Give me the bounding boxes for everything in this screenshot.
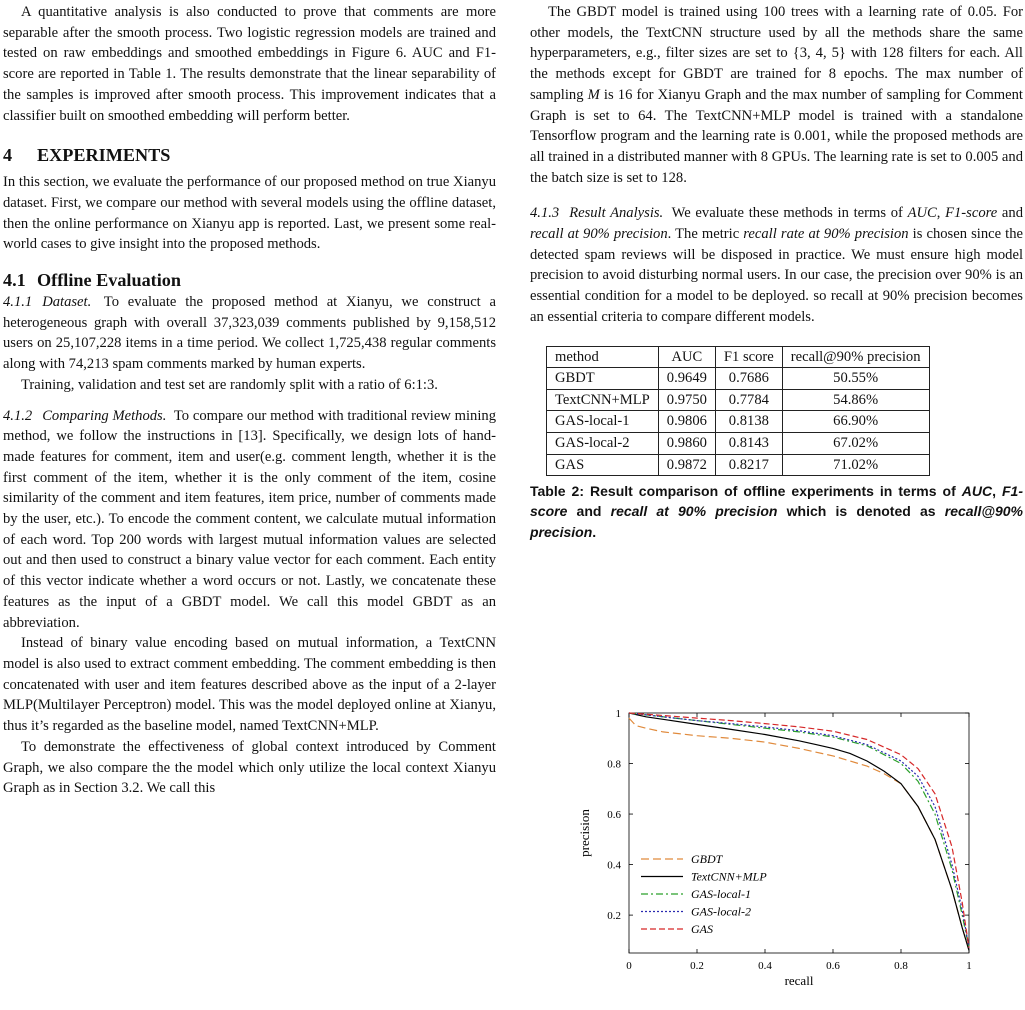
comparing-methods-text: To compare our method with traditional review mining method, we follow the instructions in [13]. Specifically, we design lots of hand-made features for comment, item and user(e.g. comment length, whether it is the first comment of the item, whether it is the only comment of the item, cosine similarity of the comment and item features, item price, number of comments made by the user, etc.). To encode the comment content, we calculate mutual information of each word. Top 200 words with largest mutual information values are selected out and then used to construct a binary value vector for each comment. Each entity of this vector indicate whether a word occurs or not. Lastly, we concatenate these features as the input of a GBDT model. We call this model GBDT as an abbreviation. (3, 407, 497, 631)
legend-label: GAS (691, 922, 713, 936)
section-heading-experiments (3, 143, 496, 167)
section-title: EXPERIMENTS (37, 145, 171, 166)
table-cell: 66.90% (782, 411, 929, 433)
paragraph-result-analysis (530, 203, 1023, 327)
table-cell: 0.9750 (658, 389, 715, 411)
table-cell: 71.02% (782, 454, 929, 476)
math-symbol-m: M (587, 86, 600, 103)
caption-text-1: Table 2: Result comparison of offline experiments in terms of (530, 483, 962, 500)
series-line-gbdt (629, 718, 969, 950)
caption-text-5: . (592, 523, 597, 540)
runin-heading-result-analysis (530, 205, 667, 221)
legend-label: GAS-local-2 (691, 904, 751, 919)
table-header-cell: recall@90% precision (782, 346, 929, 368)
paragraph-global-context: To demonstrate the effectiveness of global context introduced by Comment Graph, we also compare the the model which only utilize the local context Xianyu Graph as in Section 3.2. We call this (3, 738, 496, 797)
x-tick-label: 0.4 (758, 960, 772, 972)
caption-italic-f1: F1-score (530, 483, 1023, 520)
caption-italic-auc: AUC (961, 483, 993, 500)
table-cell: 0.9860 (658, 432, 715, 454)
result-text-3: and (997, 205, 1023, 222)
result-text-1: We evaluate these methods in terms of (671, 205, 908, 222)
table-cell: TextCNN+MLP (547, 389, 659, 411)
table-row (547, 368, 930, 390)
y-tick-label: 0.4 (607, 859, 621, 872)
caption-text-4: which is denoted as (777, 503, 945, 520)
caption-text-3: and (567, 503, 611, 520)
hyper-text-b: is 16 for Xianyu Graph and the max number of sampling for Comment Graph is set to 64. The TextCNN+MLP model is trained with a standalone Tensorflow program and the learning rate is 0.001, while the proposed methods are all trained in a distributed manner with 8 GPUs. The learning rate is set to 0.005 and the batch size is set to 128. (530, 86, 1023, 186)
table-cell: 0.9872 (658, 454, 715, 476)
x-tick-label: 0.8 (894, 960, 908, 972)
paragraph-smoothness-analysis: A quantitative analysis is also conducted to prove that comments are more separable after the smooth process. Two logistic regression models are trained and tested on raw embeddings and smoothed embeddings in Figure 6. AUC and F1-score are reported in Table 1. The results demonstrate that the linear separability of the samples is improved after smooth process. This improvement indicates that a classifier built on smoothed embedding will perform better. (3, 4, 496, 124)
x-tick-label: 0 (626, 960, 632, 972)
table-cell: 0.9649 (658, 368, 715, 390)
section-number: 4 (3, 145, 13, 166)
precision-recall-chart (575, 705, 995, 995)
paragraph-textcnn: Instead of binary value encoding based on mutual information, a TextCNN model is also used to extract comment embedding. The comment embedding is then concatenated with user and item features described above as the input of a 2-layer MLP(Multilayer Perceptron) model. This was the model deployed online at Xianyu, thus it’s regarded as the baseline model, named TextCNN+MLP. (3, 635, 496, 735)
table-cell: GAS (547, 454, 659, 476)
runin-label: Dataset. (42, 294, 92, 311)
legend-label: TextCNN+MLP (691, 869, 767, 884)
table-cell: 0.8138 (715, 411, 782, 433)
table-cell: GAS-local-1 (547, 411, 659, 433)
x-tick-label: 1 (966, 960, 972, 972)
results-table (546, 346, 930, 477)
subsection-number: 4.1 (3, 270, 26, 291)
table-row (547, 411, 930, 433)
y-tick-label: 1 (615, 708, 621, 720)
table-cell: 0.8143 (715, 432, 782, 454)
runin-label: Comparing Methods. (42, 407, 167, 424)
runin-heading-comparing-methods (3, 408, 170, 424)
table-header-cell: method (547, 346, 659, 368)
table-caption (530, 481, 1023, 542)
tick-group (607, 708, 972, 972)
caption-italic-recall: recall at 90% precision (610, 503, 778, 520)
table-row (547, 389, 930, 411)
y-tick-label: 0.6 (607, 809, 621, 822)
paragraph-dataset (3, 292, 496, 375)
paragraph-experiments-intro: In this section, we evaluate the performance of our proposed method on true Xianyu dataset. First, we compare our method with several models using the offline dataset, then the online performance on Xianyu app is reported. Last, we present some real-world cases to give insight into the proposed methods. (3, 174, 496, 253)
paragraph-hyperparameters (530, 2, 1023, 188)
result-text-5: is chosen since the detected spam reviews will be disposed in practice. We must ensure high model precision to avoid disturbing normal users. In our case, the precision over 90% is an essential condition for a model to be deployed. so recall at 90% precision becomes an essential criteria to compare different models. (530, 226, 1024, 325)
result-italic-recall: recall at 90% precision (530, 226, 668, 243)
table-cell: GBDT (547, 368, 659, 390)
result-text-4: . The metric (667, 226, 744, 243)
y-tick-label: 0.8 (607, 758, 621, 771)
x-tick-label: 0.2 (690, 960, 704, 972)
table-cell: 0.8217 (715, 454, 782, 476)
table-row (547, 454, 930, 476)
runin-label: Result Analysis. (569, 205, 664, 222)
table-header-row (547, 346, 930, 368)
runin-number: 4.1.1 (3, 294, 33, 311)
table-header-cell: F1 score (715, 346, 782, 368)
right-column (530, 0, 1023, 542)
result-italic-auc: AUC (907, 205, 937, 222)
table-cell: GAS-local-2 (547, 432, 659, 454)
dataset-text: To evaluate the proposed method at Xianyu, we construct a heterogeneous graph with overall 37,323,039 comments published by 9,158,512 users on 25,107,228 items in a time period. We collect 1,725,438 regular comments along with 74,213 spam comments marked by human experts. (3, 294, 497, 373)
paragraph-comparing-methods (3, 406, 496, 634)
result-italic-recall-rate: recall rate at 90% precision (743, 226, 909, 243)
left-column (3, 0, 496, 799)
chart-legend (641, 852, 767, 936)
result-text-2: , (936, 205, 946, 222)
legend-label: GBDT (691, 852, 723, 866)
table-cell: 50.55% (782, 368, 929, 390)
caption-text-2: , (992, 483, 1002, 500)
caption-italic-recall-at: recall@90% precision (530, 503, 1024, 540)
x-axis-label: recall (784, 973, 814, 988)
y-axis-label: precision (577, 809, 592, 857)
x-tick-label: 0.6 (826, 960, 840, 972)
result-italic-f1: F1-score (945, 205, 998, 222)
legend-label: GAS-local-1 (691, 887, 751, 901)
paragraph-split: Training, validation and test set are randomly split with a ratio of 6:1:3. (21, 376, 438, 393)
hyper-text-a: The GBDT model is trained using 100 trees with a learning rate of 0.05. For other models, the TextCNN structure used by all the methods share the same hyperparameters, e.g., filter sizes are set to {3, 4, 5} with 128 filters for each. All the methods except for GBDT are trained for 8 epochs. The max number of sampling (530, 4, 1023, 103)
table-header-cell: AUC (658, 346, 715, 368)
table-row (547, 432, 930, 454)
table-cell: 0.7686 (715, 368, 782, 390)
table-cell: 0.7784 (715, 389, 782, 411)
runin-heading-dataset (3, 294, 95, 310)
y-tick-label: 0.2 (607, 910, 621, 923)
table-cell: 67.02% (782, 432, 929, 454)
series-lines (629, 713, 969, 951)
table-cell: 54.86% (782, 389, 929, 411)
table-cell: 0.9806 (658, 411, 715, 433)
runin-number: 4.1.2 (3, 407, 33, 424)
subsection-title: Offline Evaluation (37, 270, 181, 291)
runin-number: 4.1.3 (530, 205, 560, 222)
subsection-heading-offline-evaluation (3, 268, 496, 292)
